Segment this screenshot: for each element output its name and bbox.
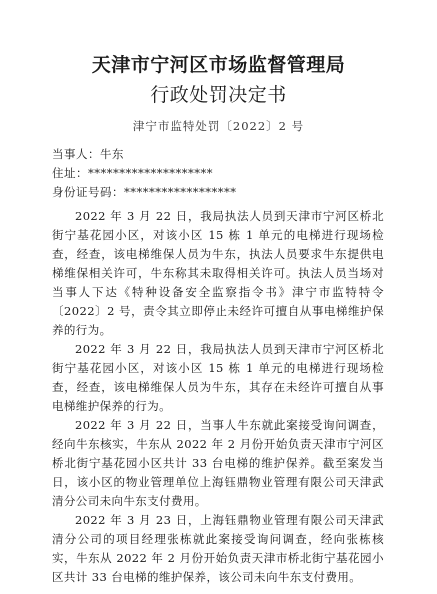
paragraph-4: 2022 年 3 月 23 日，上海钰鼎物业管理有限公司天津武清分公司的项目经理张栋就此案接受询问调查，经向张栋核实，牛东从 2022 年 2 月份开始负责天津市桥北街宁基花园小区共计 33 台电梯的维护保养，该公司未向牛东支付费用。 [52, 513, 384, 584]
document-body [52, 207, 384, 587]
address-line: 住址：******************** [52, 166, 213, 180]
paragraph-1: 2022 年 3 月 22 日，我局执法人员到天津市宁河区桥北街宁基花园小区，对该小区 15 栋 1 单元的电梯进行现场检查，经查，该电梯维保人员为牛东，执法人员要求牛东提供电梯维保相关许可，牛东称其未取得相关许可。执法人员当场对当事人下达《特种设备安全监察指令书》津宁市监特特令〔2022〕2 号，责令其立即停止未经许可擅自从事电梯维护保养的行为。 [52, 209, 384, 337]
id-number-line: 身份证号码：****************** [52, 185, 237, 199]
document-title-authority: 天津市宁河区市场监督管理局 [91, 54, 346, 76]
paragraph-2: 2022 年 3 月 22 日，我局执法人员到天津市宁河区桥北街宁基花园小区，对该小区 15 栋 1 单元的电梯进行现场检查，经查，该电梯维保人员为牛东，其存在未经许可擅自从事电梯维护保养的行为。 [52, 342, 384, 413]
paragraph-3: 2022 年 3 月 22 日，当事人牛东就此案接受询问调查，经向牛东核实，牛东从 2022 年 2 月份开始负责天津市宁河区桥北街宁基花园小区共计 33 台电梯的维护保养。截至案发当日，该小区的物业管理单位上海钰鼎物业管理有限公司天津武清分公司未向牛东支付费用。 [52, 418, 384, 508]
document-title-type: 行政处罚决定书 [150, 84, 287, 106]
document-number: 津宁市监特处罚〔2022〕2 号 [132, 119, 305, 133]
party-line: 当事人：牛东 [52, 147, 124, 161]
